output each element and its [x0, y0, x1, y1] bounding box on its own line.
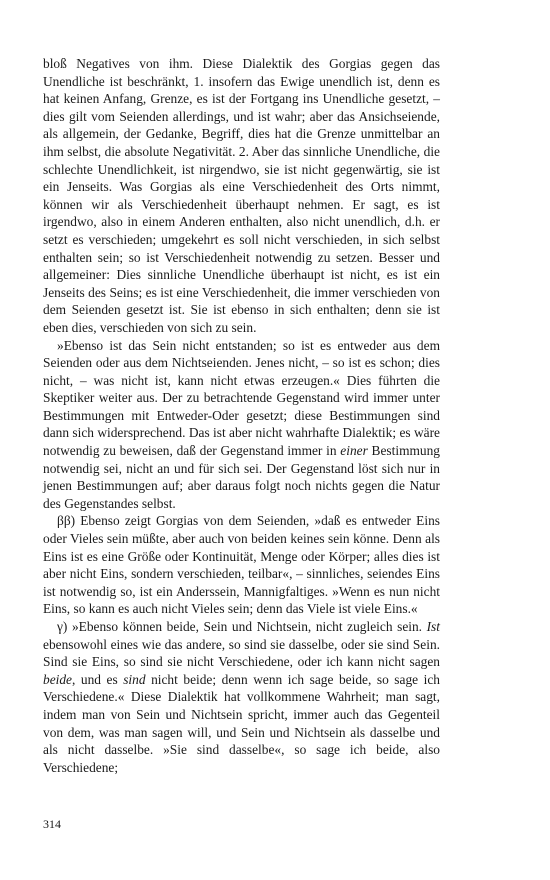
paragraph-1-text: bloß Negatives von ihm. Diese Dialektik des Gorgias gegen das Unendliche ist beschränkt, 1. insofern das Ewige unendlich ist, denn es hat keinen Anfang, Grenze, es ist der Fortgang ins Unendliche gesetzt, – dies gilt vom Seienden allerdings, und ist wahr; aber das Ansichseiende, als allgemein, der Gedanke, Begriff, dies hat die Grenze unmittelbar an ihm selbst, die absolute Negativität. 2. Aber das sinnliche Unendliche, die schlechte Unendlichkeit, ist nirgendwo, sie ist nicht gegenwärtig, sie ist ein Jenseits. Was Gorgias als eine Verschiedenheit des Orts nimmt, können wir als Verschiedenheit überhaupt nehmen. Er sagt, es ist irgendwo, also in einem Anderen enthalten, also nicht unendlich, d.h. er setzt es verschieden; umgekehrt es soll nicht verschieden, in sich selbst enthalten sein; so ist Verschiedenheit notwendig zu setzen. Besser und allgemeiner: Dies sinnliche Unendliche überhaupt ist nicht, es ist ein Jenseits des Seins; es ist eine Verschiedenheit, die immer verschieden von dem Seienden gesetzt ist. Sie ist ebenso in sich enthalten; denn sie ist eben dies, verschieden von sich zu sein. — [43, 56, 440, 335]
paragraph-2-text-a: »Ebenso ist das Sein nicht entstanden; so ist es entweder aus dem Seienden oder aus dem Nichtseienden. Jenes nicht, – so ist es schon; dies nicht, – was nicht ist, kann nicht etwas erzeugen.« Dies führten die Skeptiker weiter aus. Der zu betrachtende Gegenstand wird immer unter Bestimmungen mit Entweder-Oder gesetzt; diese Bestimmungen sind dann sich widersprechend. Das ist aber nicht wahrhafte Dialektik; es wäre notwendig zu beweisen, daß der Gegenstand immer in — [43, 337, 440, 459]
page-number: 314 — [43, 817, 61, 831]
paragraph-3 — [43, 512, 440, 618]
paragraph-3-text: ββ) Ebenso zeigt Gorgias von dem Seienden, »daß es entweder Eins oder Vieles sein müßte, aber auch von beiden keines sein könne. Denn als Eins ist es eine Größe oder Kontinuität, Menge oder Körper; alles dies ist aber nicht Eins, sondern verschieden, teilbar«, – sinnliches, seiendes Eins ist notwendig so, ist ein Anderssein, Mannigfaltiges. »Wenn es nun nicht Eins, so kann es auch nicht Vieles sein; denn das Viele ist viele Eins.« — [43, 513, 440, 617]
paragraph-4-emphasis-sind: sind — [123, 671, 146, 687]
paragraph-4-text-b: ebensowohl eines wie das andere, so sind sie dasselbe, oder sie sind Sein. Sind sie Eins, so sind sie nicht Verschiedene, oder ich kann nicht sagen — [43, 636, 440, 670]
page-body — [43, 55, 440, 776]
paragraph-4-emphasis-ist: Ist — [426, 619, 440, 634]
paragraph-2-text-b: Bestimmung notwendig sei, nicht an und für sich sei. Der Gegenstand löst sich nur in jenen Bestimmungen auf; aber daraus folgt noch nichts gegen die Natur des Gegenstandes selbst. — [43, 443, 440, 511]
paragraph-4-text-c: , und es — [72, 671, 124, 687]
paragraph-4-text-a: γ) »Ebenso können beide, Sein und Nichtsein, nicht zugleich sein. — [57, 619, 427, 634]
paragraph-4 — [43, 618, 440, 776]
paragraph-2-emphasis: einer — [340, 443, 368, 459]
paragraph-1 — [43, 55, 440, 337]
paragraph-2 — [43, 337, 440, 513]
paragraph-4-emphasis-beide: beide — [43, 671, 72, 687]
paragraph-4-text-d: nicht beide; denn wenn ich sage beide, so sage ich Verschiedene.« Diese Dialektik hat vollkommene Wahrheit; man sagt, indem man von Sein und Nichtsein spricht, immer auch das Gegenteil von dem, was man sagen will, und Sein und Nichtsein als dasselbe und als nicht dasselbe. »Sie sind dasselbe«, so sage ich beide, also Verschiedene; — [43, 671, 440, 775]
